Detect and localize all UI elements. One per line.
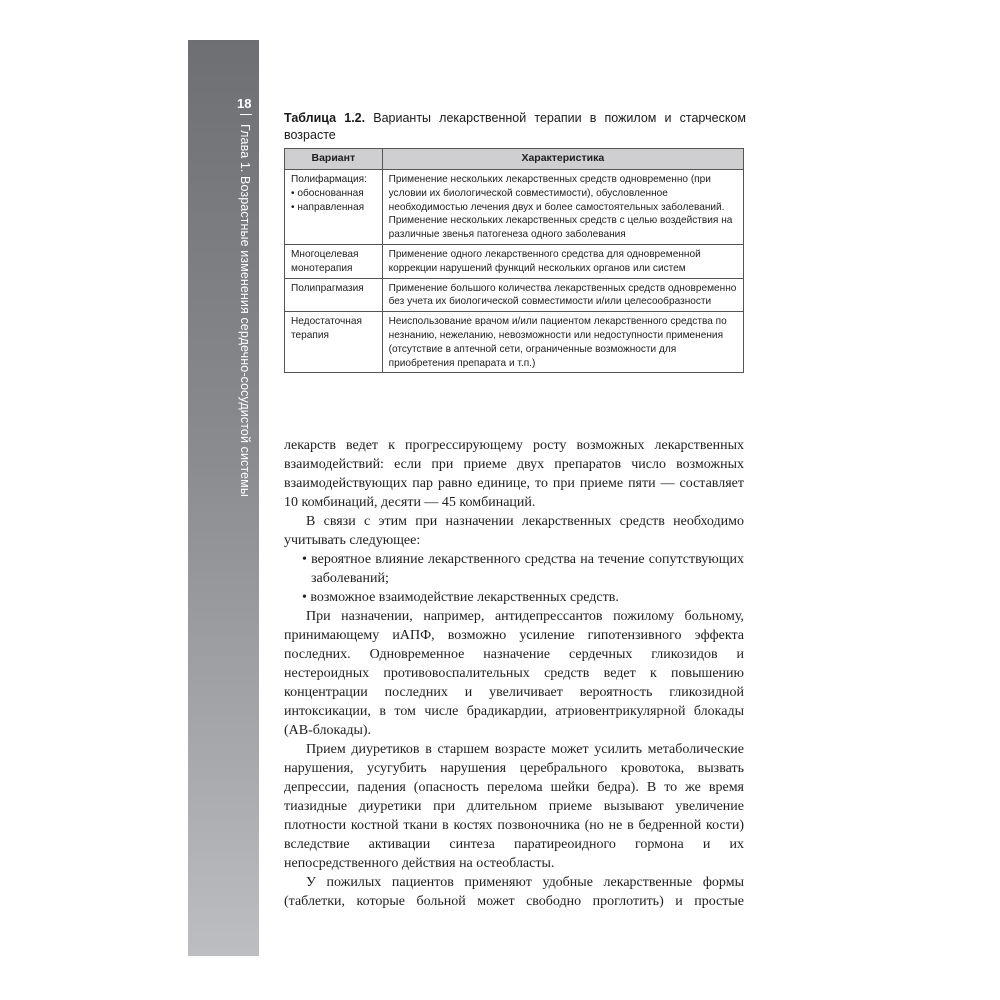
therapy-variants-table	[284, 148, 744, 373]
table-row	[285, 170, 744, 245]
characteristic-text: Применение нескольких лекарственных средств одновременно (при условии их биологической совместимости), обусловленное необходимостью лечения двух и более самостоятельных заболеваний.	[388, 174, 725, 213]
table-caption-label: Таблица 1.2.	[284, 111, 366, 125]
characteristic-cell	[382, 312, 743, 373]
variant-text: Полипрагмазия	[291, 282, 364, 294]
characteristic-text: Неиспользование врачом и/или пациентом лекарственного средства по незнанию, нежеланию, невозможности или недоступности применения (отсутствие в аптечной сети, ограниченные возможности для приобретения препарата и т.п.)	[388, 316, 727, 369]
characteristic-cell	[382, 278, 743, 312]
table-caption	[284, 110, 746, 144]
page-number-divider	[240, 114, 252, 115]
characteristic-cell	[382, 244, 743, 278]
variant-cell	[285, 244, 383, 278]
variant-text: Многоцелевая монотерапия	[291, 248, 359, 274]
variant-text: Полифармация:	[291, 174, 367, 185]
table-row	[285, 278, 744, 312]
paragraph: В связи с этим при назначении лекарственных средств необходимо учитывать следующее:	[284, 514, 744, 548]
column-header-variant: Вариант	[285, 149, 383, 170]
paragraph: При назначении, например, антидепрессантов пожилому больному, принимающему иАПФ, возможно усиление гипотензивного эффекта последних. Одновременное назначение сердечных гликозидов и нестероидных противовоспалительных средств ведет к повышению концентрации последних и увеличивает вероятность гликозидной интоксикации, в том числе брадикардии, атриовентрикулярной блокады (АВ-блокады).	[284, 609, 744, 738]
variant-subitem: • обоснованная	[291, 187, 364, 199]
page-number: 18	[237, 96, 252, 111]
body-text	[284, 436, 744, 911]
variant-cell	[285, 170, 383, 245]
characteristic-text: Применение нескольких лекарственных средств с целью воздействия на различные звенья патогенеза одного заболевания	[388, 215, 733, 241]
table-caption-text: Варианты лекарственной терапии в пожилом и старческом возрасте	[284, 111, 746, 142]
running-chapter-title: Глава 1. Возрастные изменения сердечно-сосудистой системы	[238, 124, 252, 497]
table-row	[285, 312, 744, 373]
characteristic-text: Применение одного лекарственного средства для одновременной коррекции нарушений функций нескольких органов или систем	[388, 248, 701, 274]
paragraph: Прием диуретиков в старшем возрасте может усилить метаболические нарушения, усугубить нарушения церебрального кровотока, вызвать депрессии, падения (опасность перелома шейки бедра). В то же время тиазидные диуретики при длительном приеме вызывают увеличение плотности костной ткани в костях позвоночника (но не в бедренной кости) вследствие активации синтеза паратиреоидного гормона и их непосредственного действия на остеобласты.	[284, 742, 744, 871]
variant-subitem: • направленная	[291, 201, 365, 213]
variant-text: Недостаточная терапия	[291, 316, 362, 341]
table-row	[285, 244, 744, 278]
characteristic-cell	[382, 170, 743, 245]
paragraph: лекарств ведет к прогрессирующему росту возможных лекарственных взаимодействий: если при приеме двух препаратов число возможных взаимодействующих пар равно единице, то при приеме пяти — составляет 10 комбинаций, десяти — 45 комбинаций.	[284, 438, 744, 510]
bullet-item: • возможное взаимодействие лекарственных средств.	[302, 590, 619, 605]
table-header-row	[285, 149, 744, 170]
column-header-characteristic: Характеристика	[382, 149, 743, 170]
paragraph: У пожилых пациентов применяют удобные лекарственные формы (таблетки, которые больной может свободно проглотить) и простые	[284, 875, 744, 909]
characteristic-text: Применение большого количества лекарственных средств одновременно без учета их биологической совместимости и/или целесообразности	[388, 282, 737, 308]
variant-cell	[285, 312, 383, 373]
bullet-item: • вероятное влияние лекарственного средства на течение сопутствующих заболеваний;	[302, 552, 744, 586]
variant-cell	[285, 278, 383, 312]
